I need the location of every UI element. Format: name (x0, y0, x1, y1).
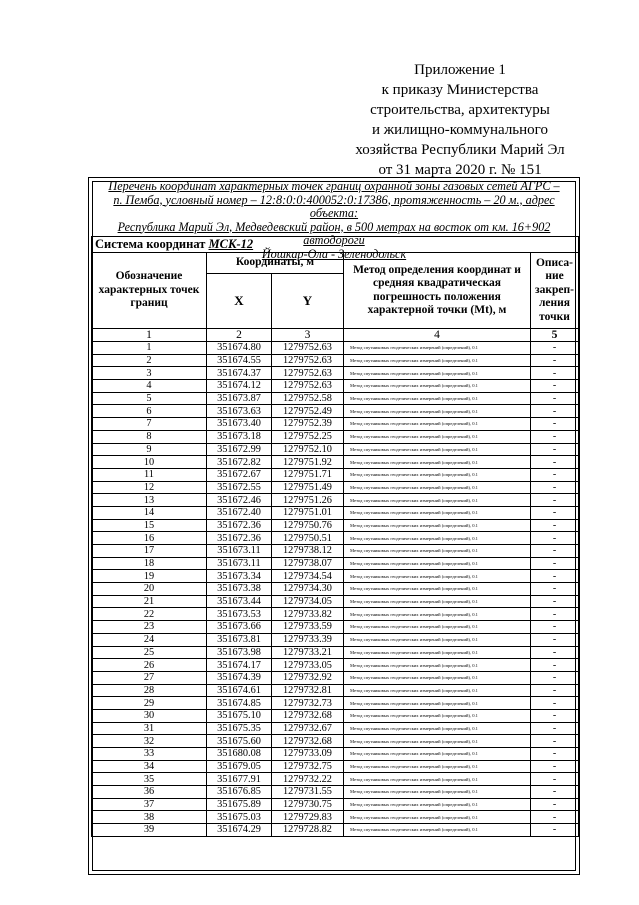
table-row (92, 494, 579, 507)
coord-y: 1279751.01 (272, 506, 344, 519)
description-cell: - (531, 621, 579, 634)
table-row (92, 646, 579, 659)
method-cell: Метод спутниковых геодезических измерений (определений), 0.1 (344, 532, 531, 545)
point-number: 15 (92, 519, 207, 532)
table-row (92, 684, 579, 697)
point-number: 10 (92, 456, 207, 469)
description-cell: - (531, 570, 579, 583)
point-number: 18 (92, 557, 207, 570)
header-coordinates: Координаты, м (207, 253, 344, 274)
table-row (92, 608, 579, 621)
description-cell: - (531, 481, 579, 494)
point-number: 37 (92, 798, 207, 811)
coord-x: 351673.66 (207, 621, 272, 634)
coord-y: 1279733.05 (272, 659, 344, 672)
coord-y: 1279752.10 (272, 443, 344, 456)
header-x: X (207, 274, 272, 329)
description-cell: - (531, 405, 579, 418)
method-cell: Метод спутниковых геодезических измерений (определений), 0.1 (344, 798, 531, 811)
description-cell: - (531, 811, 579, 824)
header-line: и жилищно-коммунального (372, 122, 548, 138)
table-row (92, 621, 579, 634)
coord-y: 1279732.67 (272, 722, 344, 735)
table-row (92, 557, 579, 570)
table-row (92, 824, 579, 837)
coord-y: 1279750.76 (272, 519, 344, 532)
table-row (92, 570, 579, 583)
description-cell: - (531, 506, 579, 519)
coord-x: 351673.53 (207, 608, 272, 621)
table-row (92, 583, 579, 596)
point-number: 36 (92, 786, 207, 799)
method-cell: Метод спутниковых геодезических измерений (определений), 0.1 (344, 354, 531, 367)
point-number: 17 (92, 545, 207, 558)
description-cell: - (531, 354, 579, 367)
coord-y: 1279734.54 (272, 570, 344, 583)
table-row (92, 392, 579, 405)
coord-y: 1279732.68 (272, 735, 344, 748)
description-cell: - (531, 608, 579, 621)
method-cell: Метод спутниковых геодезических измерений (определений), 0.1 (344, 570, 531, 583)
coord-x: 351674.12 (207, 380, 272, 393)
header-y: Y (272, 274, 344, 329)
coord-y: 1279738.07 (272, 557, 344, 570)
method-cell: Метод спутниковых геодезических измерений (определений), 0.1 (344, 405, 531, 418)
table-row (92, 430, 579, 443)
coord-x: 351674.85 (207, 697, 272, 710)
coord-x: 351675.10 (207, 709, 272, 722)
coord-y: 1279751.49 (272, 481, 344, 494)
coord-x: 351672.36 (207, 532, 272, 545)
table-row (92, 709, 579, 722)
table-row (92, 342, 579, 355)
point-number: 3 (92, 367, 207, 380)
description-cell: - (531, 824, 579, 837)
table-row (92, 760, 579, 773)
method-cell: Метод спутниковых геодезических измерений (определений), 0.1 (344, 748, 531, 761)
table-row (92, 697, 579, 710)
coord-x: 351675.35 (207, 722, 272, 735)
description-cell: - (531, 595, 579, 608)
title-line: Перечень координат характерных точек границ охранной зоны газовых сетей АГРС – (108, 179, 560, 193)
table-row (92, 456, 579, 469)
header-description: Описа-ние закреп-ления точки (531, 253, 579, 329)
coord-x: 351673.38 (207, 583, 272, 596)
method-cell: Метод спутниковых геодезических измерений (определений), 0.1 (344, 494, 531, 507)
method-cell: Метод спутниковых геодезических измерений (определений), 0.1 (344, 760, 531, 773)
table-row (92, 405, 579, 418)
table-row (92, 748, 579, 761)
method-cell: Метод спутниковых геодезических измерений (определений), 0.1 (344, 380, 531, 393)
title-line: Йошкар-Ола - Зеленодольск (261, 246, 407, 261)
coord-x: 351674.55 (207, 354, 272, 367)
description-cell: - (531, 468, 579, 481)
coord-y: 1279752.49 (272, 405, 344, 418)
point-number: 13 (92, 494, 207, 507)
method-cell: Метод спутниковых геодезических измерений (определений), 0.1 (344, 608, 531, 621)
method-cell: Метод спутниковых геодезических измерений (определений), 0.1 (344, 786, 531, 799)
method-cell: Метод спутниковых геодезических измерений (определений), 0.1 (344, 456, 531, 469)
coord-y: 1279730.75 (272, 798, 344, 811)
coord-x: 351672.55 (207, 481, 272, 494)
column-number: 5 (531, 329, 579, 342)
table-row (92, 418, 579, 431)
description-cell: - (531, 494, 579, 507)
table-row (92, 532, 579, 545)
coord-x: 351672.36 (207, 519, 272, 532)
coord-x: 351679.05 (207, 760, 272, 773)
coord-y: 1279732.68 (272, 709, 344, 722)
method-cell: Метод спутниковых геодезических измерений (определений), 0.1 (344, 824, 531, 837)
coord-y: 1279733.59 (272, 621, 344, 634)
coord-y: 1279752.63 (272, 380, 344, 393)
description-cell: - (531, 532, 579, 545)
table-row (92, 722, 579, 735)
method-cell: Метод спутниковых геодезических измерений (определений), 0.1 (344, 392, 531, 405)
method-cell: Метод спутниковых геодезических измерений (определений), 0.1 (344, 621, 531, 634)
coord-y: 1279734.05 (272, 595, 344, 608)
table-row (92, 545, 579, 558)
coord-x: 351673.81 (207, 633, 272, 646)
point-number: 35 (92, 773, 207, 786)
point-number: 4 (92, 380, 207, 393)
coordinate-system (92, 237, 579, 253)
coord-x: 351672.99 (207, 443, 272, 456)
header-designation: Обозначение характерных точек границ (92, 253, 207, 329)
coordinate-system-label: Система координат (95, 237, 206, 251)
description-cell: - (531, 418, 579, 431)
coord-y: 1279732.73 (272, 697, 344, 710)
point-number: 23 (92, 621, 207, 634)
point-number: 29 (92, 697, 207, 710)
coord-x: 351673.11 (207, 545, 272, 558)
coord-x: 351673.11 (207, 557, 272, 570)
coord-x: 351672.40 (207, 506, 272, 519)
point-number: 22 (92, 608, 207, 621)
header-line: Приложение 1 (414, 62, 506, 78)
coord-x: 351673.18 (207, 430, 272, 443)
description-cell: - (531, 659, 579, 672)
coord-x: 351672.67 (207, 468, 272, 481)
appendix-header (340, 60, 580, 180)
coord-y: 1279752.58 (272, 392, 344, 405)
description-cell: - (531, 697, 579, 710)
point-number: 26 (92, 659, 207, 672)
point-number: 38 (92, 811, 207, 824)
description-cell: - (531, 456, 579, 469)
point-number: 11 (92, 468, 207, 481)
method-cell: Метод спутниковых геодезических измерений (определений), 0.1 (344, 633, 531, 646)
method-cell: Метод спутниковых геодезических измерений (определений), 0.1 (344, 735, 531, 748)
table-row (92, 786, 579, 799)
method-cell: Метод спутниковых геодезических измерений (определений), 0.1 (344, 557, 531, 570)
point-number: 20 (92, 583, 207, 596)
table-row (92, 811, 579, 824)
description-cell: - (531, 367, 579, 380)
method-cell: Метод спутниковых геодезических измерений (определений), 0.1 (344, 684, 531, 697)
coord-y: 1279752.63 (272, 367, 344, 380)
coordinate-system-value: МСК-12 (208, 237, 254, 251)
coord-y: 1279751.71 (272, 468, 344, 481)
table-row (92, 367, 579, 380)
method-cell: Метод спутниковых геодезических измерений (определений), 0.1 (344, 506, 531, 519)
coord-x: 351673.34 (207, 570, 272, 583)
description-cell: - (531, 671, 579, 684)
coord-x: 351673.98 (207, 646, 272, 659)
point-number: 9 (92, 443, 207, 456)
point-number: 14 (92, 506, 207, 519)
point-number: 7 (92, 418, 207, 431)
title-line: п. Пемба, условный номер – 12:8:0:0:400052:0:17386, протяженность – 20 м., адрес объекта: (113, 192, 555, 220)
header-line: от 31 марта 2020 г. № 151 (378, 162, 542, 178)
point-number: 30 (92, 709, 207, 722)
table-row (92, 481, 579, 494)
description-cell: - (531, 798, 579, 811)
coord-x: 351673.63 (207, 405, 272, 418)
method-cell: Метод спутниковых геодезических измерений (определений), 0.1 (344, 722, 531, 735)
method-cell: Метод спутниковых геодезических измерений (определений), 0.1 (344, 468, 531, 481)
coord-x: 351673.44 (207, 595, 272, 608)
description-cell: - (531, 786, 579, 799)
description-cell: - (531, 773, 579, 786)
table-row (92, 773, 579, 786)
point-number: 16 (92, 532, 207, 545)
coord-y: 1279731.55 (272, 786, 344, 799)
table-row (92, 671, 579, 684)
description-cell: - (531, 709, 579, 722)
point-number: 8 (92, 430, 207, 443)
table-row (92, 354, 579, 367)
point-number: 39 (92, 824, 207, 837)
description-cell: - (531, 722, 579, 735)
method-cell: Метод спутниковых геодезических измерений (определений), 0.1 (344, 342, 531, 355)
coord-y: 1279752.63 (272, 342, 344, 355)
method-cell: Метод спутниковых геодезических измерений (определений), 0.1 (344, 709, 531, 722)
coord-y: 1279732.81 (272, 684, 344, 697)
table-row (92, 443, 579, 456)
header-line: хозяйства Республики Марий Эл (355, 142, 565, 158)
method-cell: Метод спутниковых геодезических измерений (определений), 0.1 (344, 697, 531, 710)
table-row (92, 380, 579, 393)
method-cell: Метод спутниковых геодезических измерений (определений), 0.1 (344, 443, 531, 456)
method-cell: Метод спутниковых геодезических измерений (определений), 0.1 (344, 811, 531, 824)
method-cell: Метод спутниковых геодезических измерений (определений), 0.1 (344, 519, 531, 532)
point-number: 1 (92, 342, 207, 355)
coord-y: 1279752.63 (272, 354, 344, 367)
point-number: 28 (92, 684, 207, 697)
coord-y: 1279733.82 (272, 608, 344, 621)
coord-x: 351675.89 (207, 798, 272, 811)
coord-y: 1279750.51 (272, 532, 344, 545)
coord-x: 351675.60 (207, 735, 272, 748)
method-cell: Метод спутниковых геодезических измерений (определений), 0.1 (344, 583, 531, 596)
point-number: 2 (92, 354, 207, 367)
description-cell: - (531, 392, 579, 405)
coord-y: 1279738.12 (272, 545, 344, 558)
coord-x: 351674.80 (207, 342, 272, 355)
description-cell: - (531, 684, 579, 697)
column-number: 2 (207, 329, 272, 342)
coord-x: 351673.87 (207, 392, 272, 405)
point-number: 32 (92, 735, 207, 748)
table-row (92, 659, 579, 672)
coord-x: 351674.29 (207, 824, 272, 837)
coord-x: 351674.17 (207, 659, 272, 672)
description-cell: - (531, 557, 579, 570)
method-cell: Метод спутниковых геодезических измерений (определений), 0.1 (344, 595, 531, 608)
description-cell: - (531, 633, 579, 646)
table-row (92, 519, 579, 532)
point-number: 12 (92, 481, 207, 494)
method-cell: Метод спутниковых геодезических измерений (определений), 0.1 (344, 773, 531, 786)
coord-x: 351676.85 (207, 786, 272, 799)
coord-y: 1279732.22 (272, 773, 344, 786)
column-number-row (92, 329, 579, 342)
column-number: 3 (272, 329, 344, 342)
title-line: Республика Марий Эл, Медведевский район, в 500 метрах на восток от км. 16+902 автодороги (117, 219, 551, 247)
coord-y: 1279733.09 (272, 748, 344, 761)
description-cell: - (531, 380, 579, 393)
table-row (92, 735, 579, 748)
description-cell: - (531, 748, 579, 761)
point-number: 21 (92, 595, 207, 608)
method-cell: Метод спутниковых геодезических измерений (определений), 0.1 (344, 646, 531, 659)
table-row (92, 633, 579, 646)
description-cell: - (531, 430, 579, 443)
method-cell: Метод спутниковых геодезических измерений (определений), 0.1 (344, 418, 531, 431)
method-cell: Метод спутниковых геодезических измерений (определений), 0.1 (344, 671, 531, 684)
description-cell: - (531, 443, 579, 456)
table-row (92, 468, 579, 481)
description-cell: - (531, 760, 579, 773)
coord-y: 1279734.30 (272, 583, 344, 596)
column-number: 4 (344, 329, 531, 342)
description-cell: - (531, 519, 579, 532)
description-cell: - (531, 583, 579, 596)
method-cell: Метод спутниковых геодезических измерений (определений), 0.1 (344, 659, 531, 672)
coord-x: 351674.61 (207, 684, 272, 697)
coord-y: 1279733.39 (272, 633, 344, 646)
column-number: 1 (92, 329, 207, 342)
coord-y: 1279752.39 (272, 418, 344, 431)
method-cell: Метод спутниковых геодезических измерений (определений), 0.1 (344, 430, 531, 443)
coord-x: 351674.39 (207, 671, 272, 684)
coord-x: 351674.37 (207, 367, 272, 380)
coord-x: 351672.82 (207, 456, 272, 469)
coord-x: 351680.08 (207, 748, 272, 761)
point-number: 31 (92, 722, 207, 735)
point-number: 19 (92, 570, 207, 583)
coord-x: 351677.91 (207, 773, 272, 786)
coord-y: 1279733.21 (272, 646, 344, 659)
coord-y: 1279751.26 (272, 494, 344, 507)
header-line: строительства, архитектуры (370, 102, 550, 118)
method-cell: Метод спутниковых геодезических измерений (определений), 0.1 (344, 367, 531, 380)
coord-x: 351672.46 (207, 494, 272, 507)
coord-y: 1279729.83 (272, 811, 344, 824)
header-line: к приказу Министерства (381, 82, 539, 98)
coordinates-body (92, 342, 579, 837)
point-number: 33 (92, 748, 207, 761)
point-number: 25 (92, 646, 207, 659)
method-cell: Метод спутниковых геодезических измерений (определений), 0.1 (344, 481, 531, 494)
point-number: 5 (92, 392, 207, 405)
point-number: 27 (92, 671, 207, 684)
point-number: 34 (92, 760, 207, 773)
method-cell: Метод спутниковых геодезических измерений (определений), 0.1 (344, 545, 531, 558)
coord-y: 1279751.92 (272, 456, 344, 469)
coord-x: 351673.40 (207, 418, 272, 431)
coord-x: 351675.03 (207, 811, 272, 824)
coord-y: 1279732.75 (272, 760, 344, 773)
description-cell: - (531, 342, 579, 355)
coord-y: 1279732.92 (272, 671, 344, 684)
coordinates-table (91, 236, 579, 837)
point-number: 24 (92, 633, 207, 646)
description-cell: - (531, 646, 579, 659)
description-cell: - (531, 545, 579, 558)
header-method: Метод определения координат и средняя квадратическая погрешность положения характерной точки (Mt), м (344, 253, 531, 329)
point-number: 6 (92, 405, 207, 418)
table-row (92, 595, 579, 608)
coord-y: 1279752.25 (272, 430, 344, 443)
description-cell: - (531, 735, 579, 748)
coord-y: 1279728.82 (272, 824, 344, 837)
table-row (92, 798, 579, 811)
table-row (92, 506, 579, 519)
